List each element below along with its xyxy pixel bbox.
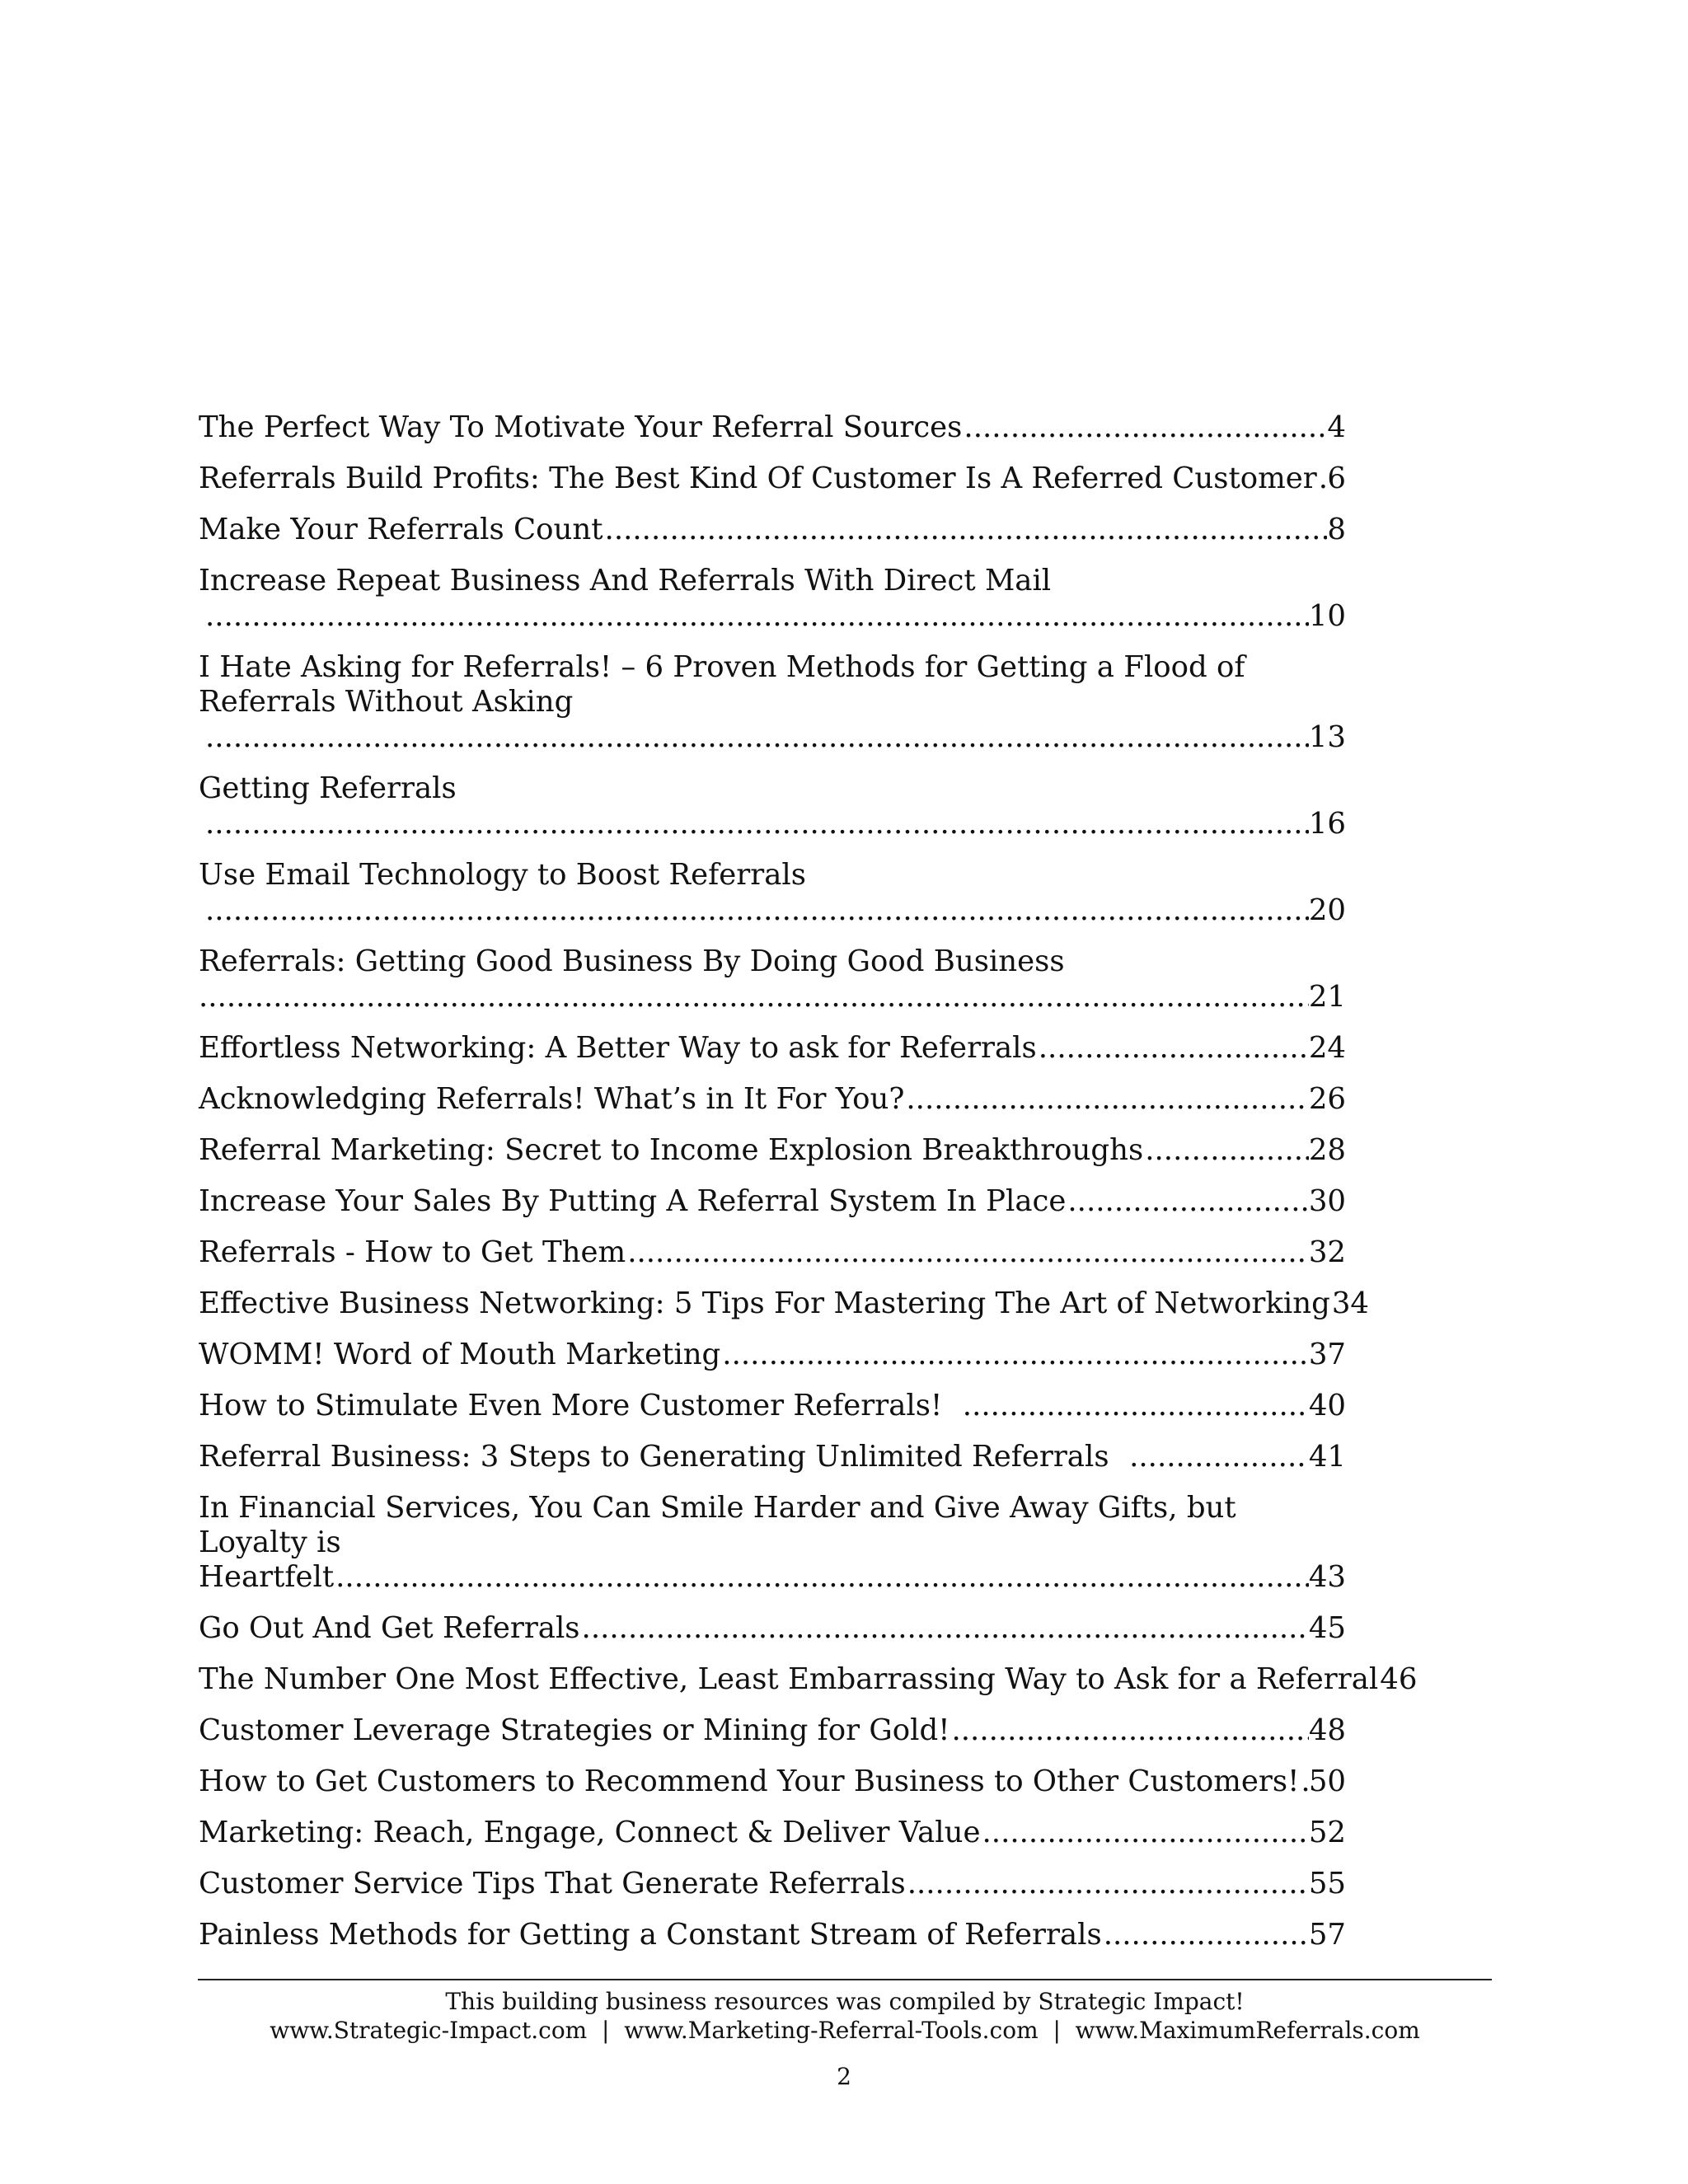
toc-dot-leader — [1301, 1765, 1308, 1799]
toc-entry-page: 4 — [1327, 410, 1346, 444]
toc-entry-page: 48 — [1308, 1713, 1346, 1747]
toc-entry-page: 55 — [1308, 1867, 1346, 1900]
toc-entry[interactable] — [199, 462, 1346, 496]
toc-entry-title: Go Out And Get Referrals — [199, 1611, 580, 1645]
toc-entry[interactable] — [199, 1713, 1346, 1748]
toc-entry[interactable] — [199, 1440, 1346, 1474]
footer-credit: This building business resources was compiled by Strategic Impact! — [445, 1988, 1245, 2015]
toc-dot-leader — [1319, 462, 1328, 496]
toc-entry-title: Increase Repeat Business And Referrals With Direct Mail — [199, 564, 1052, 598]
footer-links: www.Strategic-Impact.com | www.Marketing-Referral-Tools.com | www.MaximumReferrals.com — [270, 2017, 1420, 2044]
toc-entry-page: 13 — [1308, 720, 1346, 754]
toc-entry[interactable] — [199, 410, 1346, 445]
page-footer — [198, 1979, 1492, 2045]
toc-dot-leader — [906, 1082, 1308, 1117]
toc-dot-leader — [199, 980, 1309, 1015]
toc-entry[interactable] — [199, 1918, 1346, 1952]
toc-entry[interactable] — [199, 771, 1346, 841]
toc-entry-title: Increase Your Sales By Putting A Referral System In Place — [199, 1184, 1067, 1218]
toc-dot-leader — [205, 893, 1309, 928]
toc-entry-page: 40 — [1308, 1389, 1346, 1422]
toc-entry-title: Acknowledging Referrals! What’s in It For You? — [199, 1082, 905, 1116]
toc-entry-page: 37 — [1308, 1338, 1346, 1371]
toc-entry-title: Referrals: Getting Good Business By Doing Good Business — [199, 944, 1065, 978]
toc-entry[interactable] — [199, 1816, 1346, 1850]
toc-entry[interactable] — [199, 1286, 1370, 1321]
toc-entry-page: 16 — [1308, 807, 1346, 841]
toc-entry-title: How to Stimulate Even More Customer Referrals! — [199, 1389, 961, 1422]
toc-entry-page: 24 — [1308, 1031, 1346, 1065]
toc-entry[interactable] — [199, 1765, 1346, 1799]
toc-entry-page: 8 — [1327, 513, 1346, 546]
toc-entry[interactable] — [199, 1662, 1418, 1697]
toc-entry[interactable] — [199, 1611, 1346, 1646]
toc-entry-title: Marketing: Reach, Engage, Connect & Deliver Value — [199, 1816, 981, 1849]
toc-dot-leader — [982, 1816, 1309, 1850]
toc-entry-title: How to Get Customers to Recommend Your Business to Other Customers! — [199, 1765, 1300, 1798]
toc-entry[interactable] — [199, 564, 1346, 634]
toc-entry-title: Effective Business Networking: 5 Tips For Mastering The Art of Networking — [199, 1286, 1330, 1320]
toc-entry[interactable] — [199, 1133, 1346, 1168]
toc-entry-page: 41 — [1308, 1440, 1346, 1474]
toc-entry[interactable] — [199, 1031, 1346, 1066]
toc-entry-page: 6 — [1327, 462, 1346, 495]
toc-entry-title: Getting Referrals — [199, 771, 457, 805]
toc-entry-title: Use Email Technology to Boost Referrals — [199, 858, 806, 892]
toc-entry-title: Painless Methods for Getting a Constant Stream of Referrals — [199, 1918, 1102, 1952]
toc-entry-title: WOMM! Word of Mouth Marketing — [199, 1338, 721, 1371]
toc-entry-title: Effortless Networking: A Better Way to ask for Referrals — [199, 1031, 1037, 1065]
toc-entry-page: 50 — [1308, 1765, 1346, 1798]
toc-entry-page: 43 — [1308, 1560, 1346, 1594]
toc-entry-title: The Perfect Way To Motivate Your Referral Sources — [199, 410, 963, 444]
page-number: 2 — [837, 2063, 851, 2090]
toc-entry[interactable] — [199, 513, 1346, 547]
toc-entry-page: 10 — [1308, 599, 1346, 633]
toc-dot-leader — [205, 599, 1309, 634]
toc-dot-leader — [1104, 1918, 1309, 1952]
toc-entry-page: 30 — [1308, 1184, 1346, 1218]
toc-entry[interactable] — [199, 650, 1346, 755]
table-of-contents — [199, 410, 1418, 1952]
toc-dot-leader — [1039, 1031, 1309, 1066]
toc-entry-title: Referrals Build Profits: The Best Kind Of Customer Is A Referred Customer — [199, 462, 1317, 495]
toc-entry-title-continued: Heartfelt — [199, 1560, 335, 1594]
toc-entry-title: I Hate Asking for Referrals! – 6 Proven Methods for Getting a Flood of Referrals Without Asking — [199, 650, 1245, 719]
toc-dot-leader — [605, 513, 1328, 547]
toc-dot-leader — [722, 1338, 1309, 1372]
toc-entry-page: 28 — [1308, 1133, 1346, 1167]
toc-entry-title: Customer Service Tips That Generate Referrals — [199, 1867, 906, 1900]
toc-dot-leader — [582, 1611, 1309, 1646]
toc-entry[interactable] — [199, 944, 1346, 1015]
toc-entry[interactable] — [199, 1338, 1346, 1372]
toc-entry[interactable] — [199, 1235, 1346, 1270]
toc-dot-leader — [627, 1235, 1309, 1270]
toc-entry-title: In Financial Services, You Can Smile Harder and Give Away Gifts, but Loyalty is — [199, 1491, 1236, 1559]
toc-entry-page: 57 — [1308, 1918, 1346, 1952]
toc-entry-page: 52 — [1308, 1816, 1346, 1849]
toc-entry[interactable] — [199, 1389, 1346, 1423]
toc-entry-page: 34 — [1331, 1286, 1370, 1320]
toc-entry-title: Referral Marketing: Secret to Income Explosion Breakthroughs — [199, 1133, 1144, 1167]
toc-entry-page: 21 — [1308, 980, 1346, 1014]
toc-dot-leader — [951, 1713, 1308, 1748]
toc-entry-page: 20 — [1308, 893, 1346, 927]
toc-entry-title: The Number One Most Effective, Least Embarrassing Way to Ask for a Referral — [199, 1662, 1379, 1696]
toc-entry[interactable] — [199, 1082, 1346, 1117]
toc-entry-title: Referrals - How to Get Them — [199, 1235, 626, 1269]
toc-dot-leader — [1129, 1440, 1309, 1474]
toc-entry[interactable] — [199, 858, 1346, 928]
toc-entry-page: 45 — [1308, 1611, 1346, 1645]
toc-entry[interactable] — [199, 1491, 1346, 1595]
toc-entry-page: 32 — [1308, 1235, 1346, 1269]
toc-dot-leader — [1145, 1133, 1309, 1168]
toc-dot-leader — [964, 410, 1327, 445]
toc-dot-leader — [205, 720, 1309, 755]
toc-entry-page: 26 — [1308, 1082, 1346, 1116]
toc-entry[interactable] — [199, 1184, 1346, 1219]
toc-entry-title: Referral Business: 3 Steps to Generating Unlimited Referrals — [199, 1440, 1128, 1474]
toc-entry-title: Customer Leverage Strategies or Mining for Gold! — [199, 1713, 950, 1747]
toc-dot-leader — [907, 1867, 1309, 1901]
toc-dot-leader — [335, 1560, 1309, 1595]
toc-dot-leader — [963, 1389, 1309, 1423]
toc-entry-page: 46 — [1380, 1662, 1418, 1696]
toc-entry-title: Make Your Referrals Count — [199, 513, 603, 546]
toc-dot-leader — [205, 807, 1309, 841]
toc-dot-leader — [1067, 1184, 1308, 1219]
toc-entry[interactable] — [199, 1867, 1346, 1901]
